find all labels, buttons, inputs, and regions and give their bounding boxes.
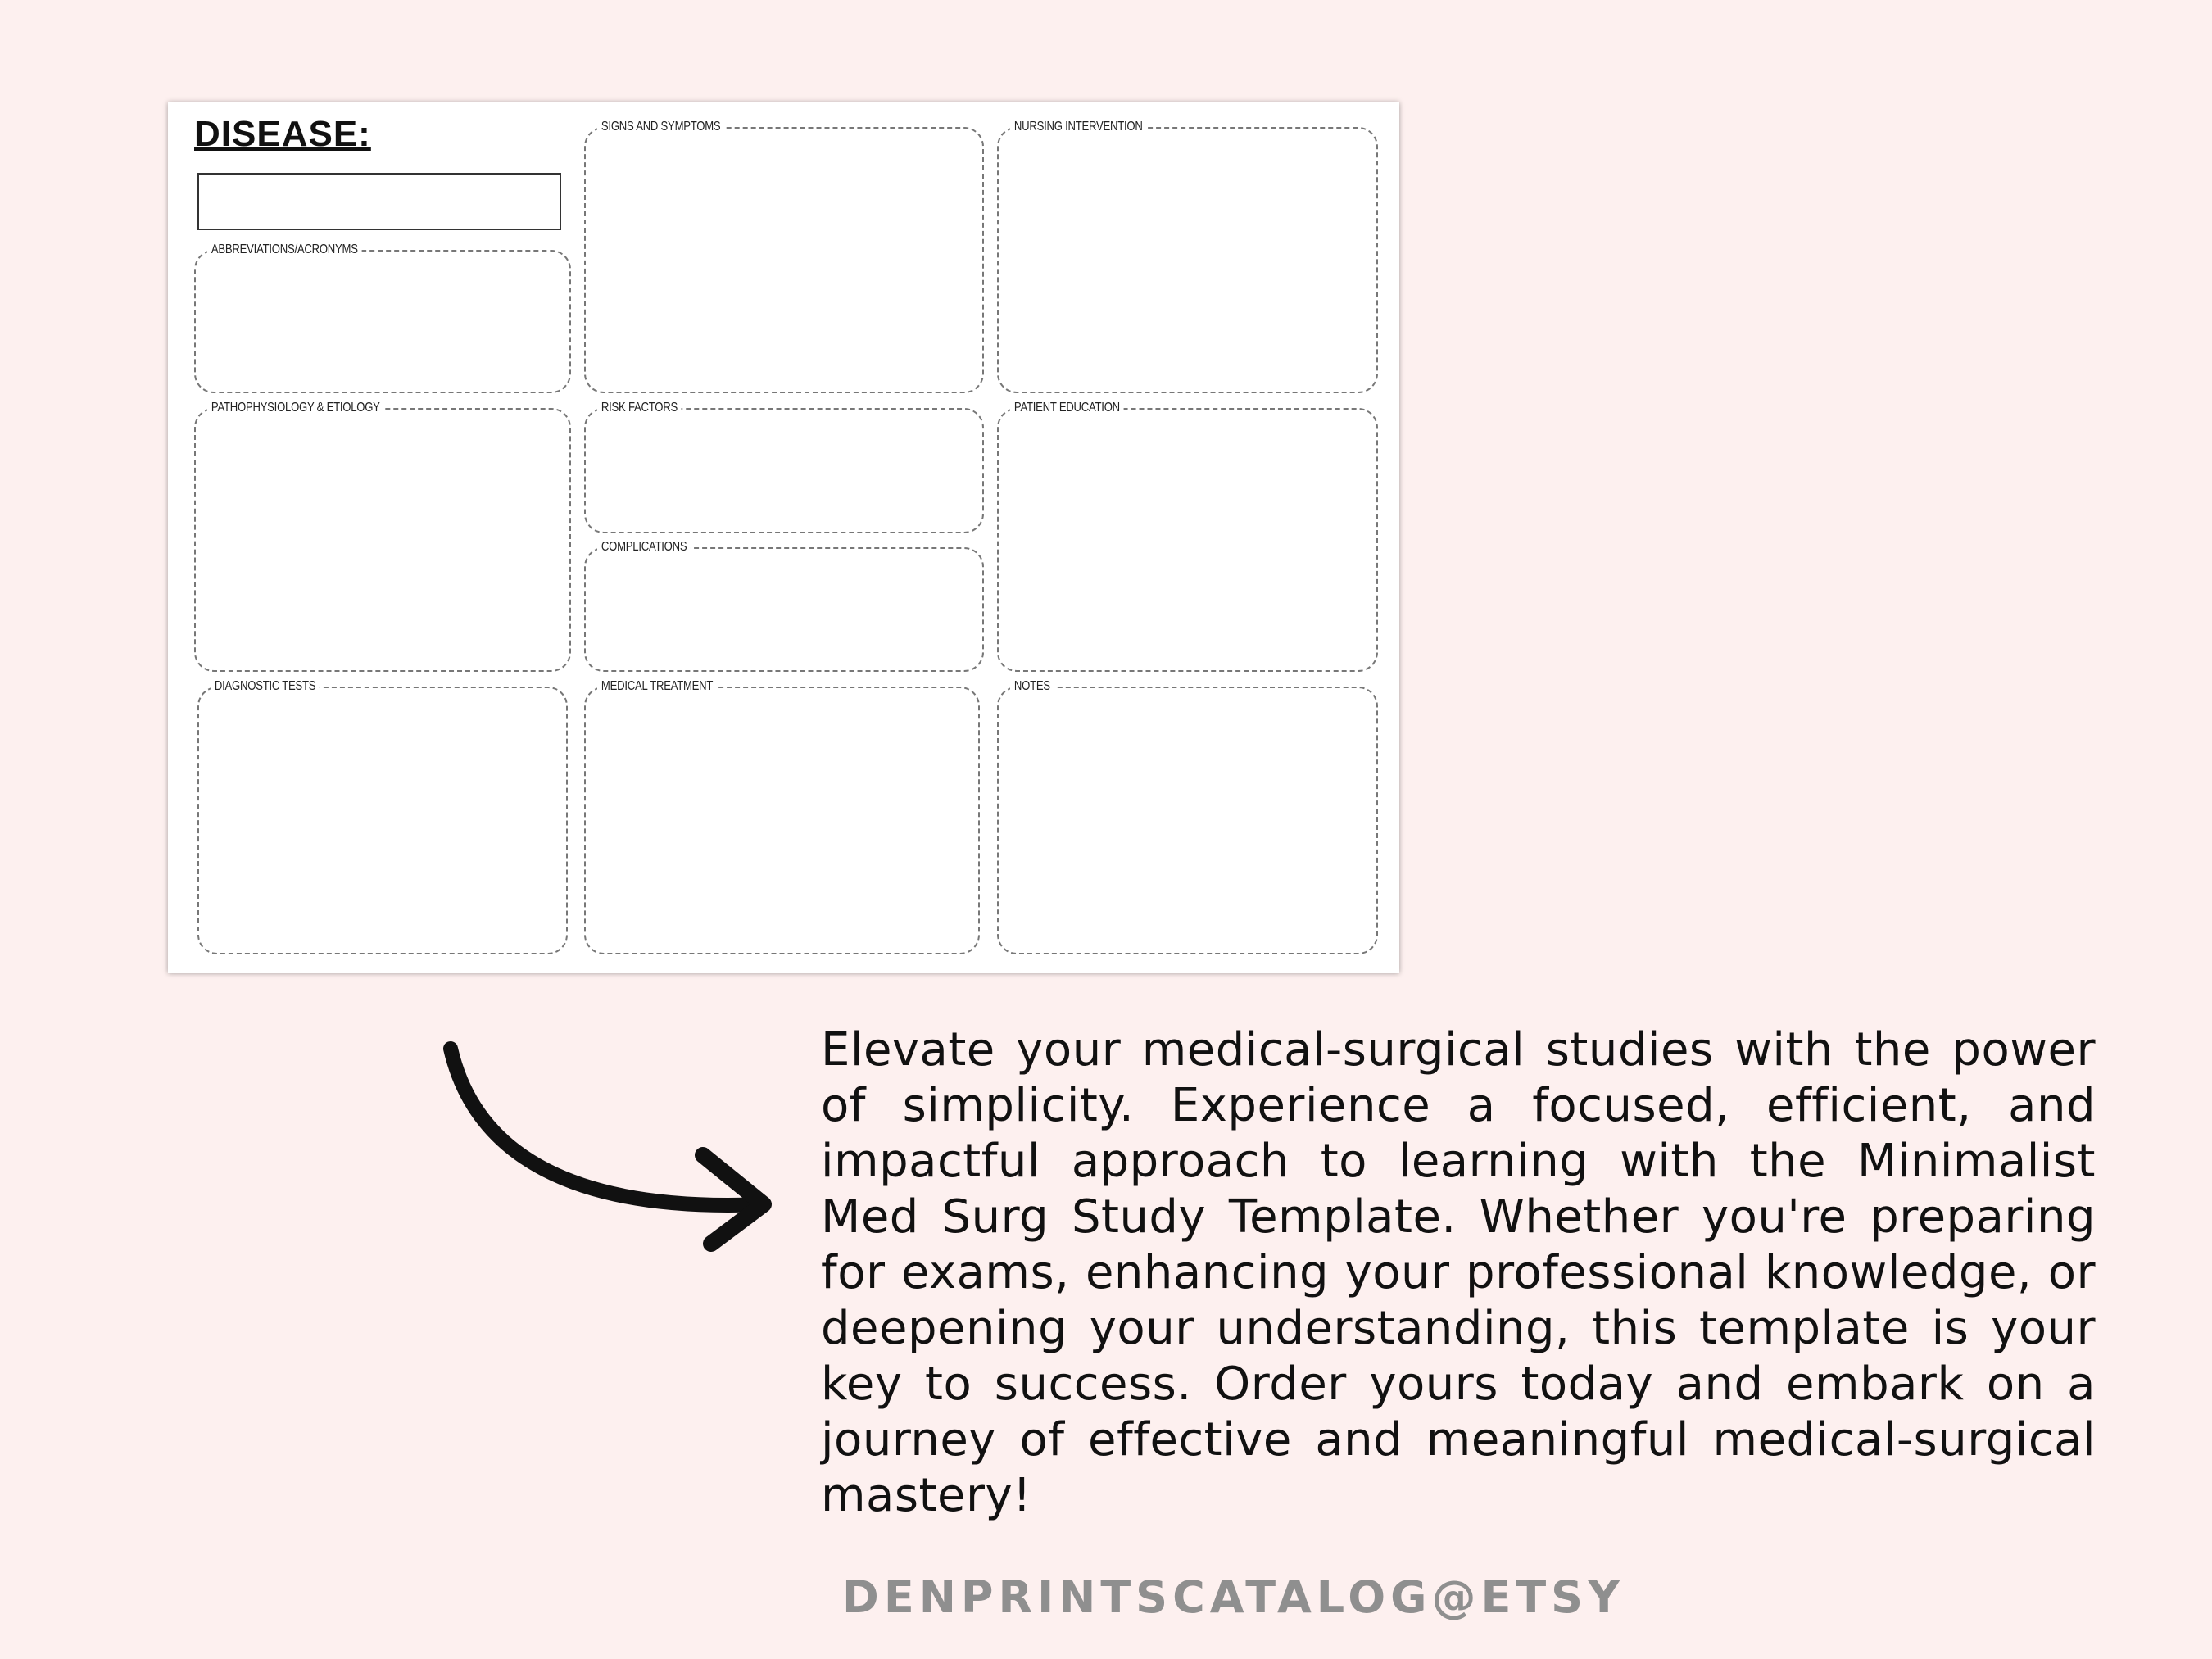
- disease-name-box: [197, 173, 561, 230]
- field-label: MEDICAL TREATMENT: [597, 679, 717, 694]
- field-signs-symptoms: [584, 120, 984, 393]
- field-notes: [997, 679, 1378, 954]
- field-diagnostic-tests: [197, 679, 568, 954]
- curved-arrow-icon: [442, 1040, 778, 1253]
- field-medical-treatment: [584, 679, 980, 954]
- study-template-sheet: [168, 102, 1399, 973]
- disease-title: DISEASE:: [194, 114, 371, 154]
- field-pathophysiology: [194, 401, 571, 672]
- field-nursing-intervention: [997, 120, 1378, 393]
- field-label: PATIENT EDUCATION: [1010, 401, 1124, 415]
- field-label: SIGNS AND SYMPTOMS: [597, 120, 724, 134]
- field-label: RISK FACTORS: [597, 401, 682, 415]
- field-label: ABBREVIATIONS/ACRONYMS: [207, 243, 362, 257]
- field-abbreviations: [194, 243, 571, 393]
- field-label: NOTES: [1010, 679, 1054, 694]
- shop-handle[interactable]: DENPRINTSCATALOG@ETSY: [842, 1571, 1625, 1623]
- field-label: COMPLICATIONS: [597, 540, 691, 555]
- field-patient-education: [997, 401, 1378, 672]
- promo-description: Elevate your medical-surgical studies with the power of simplicity. Experience a focused, efficient, and impactful approach to learning with the Minimalist Med Surg Study Template. Whether you're preparing for exams, enhancing your professional knowledge, or deepening your understanding, this template is your key to success. Order yours today and embark on a journey of effective and meaningful medical-surgical mastery!: [821, 1023, 2096, 1522]
- field-risk-factors: [584, 401, 984, 533]
- field-label: PATHOPHYSIOLOGY & ETIOLOGY: [207, 401, 384, 415]
- field-label: NURSING INTERVENTION: [1010, 120, 1147, 134]
- field-complications: [584, 540, 984, 672]
- field-label: DIAGNOSTIC TESTS: [211, 679, 320, 694]
